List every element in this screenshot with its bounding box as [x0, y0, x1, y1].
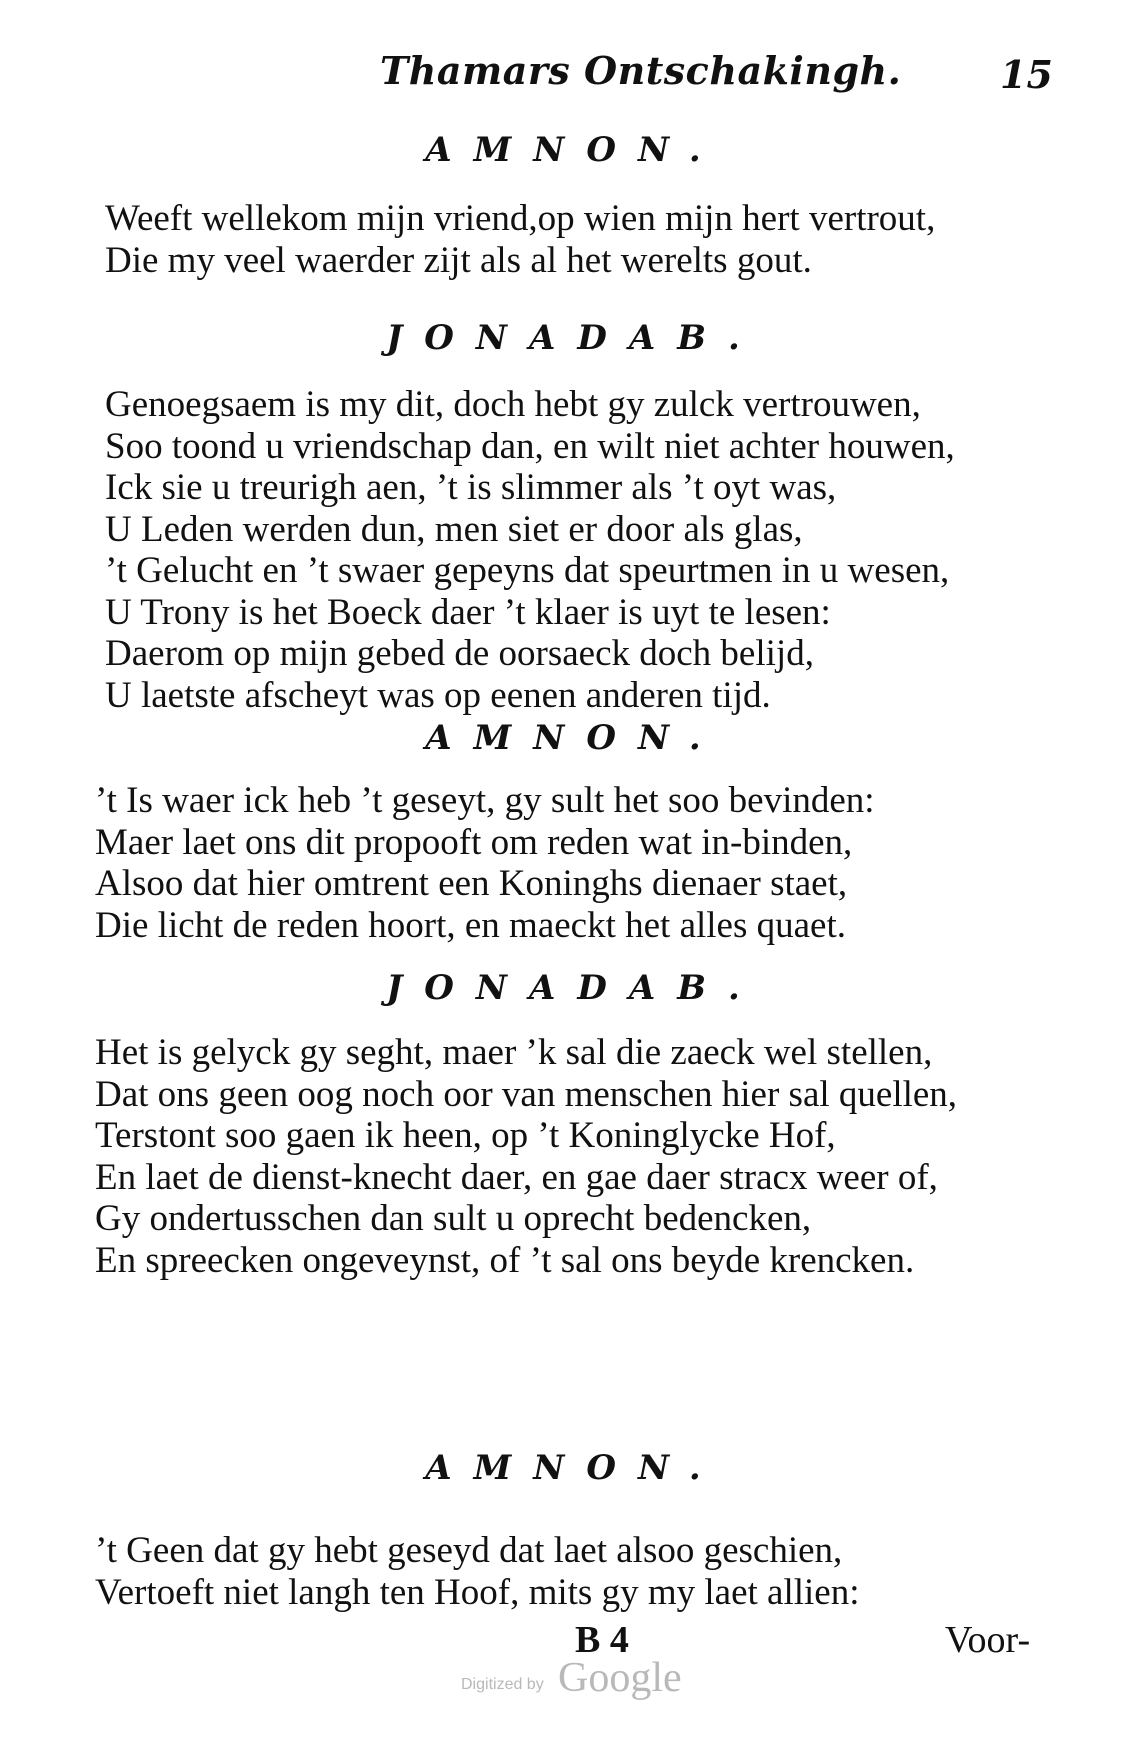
verse-line: Dat ons geen oog noch oor van menschen hier sal quellen,	[95, 1073, 958, 1115]
verse-line: Maer laet ons dit propooft om reden wat in-binden,	[95, 821, 853, 863]
speaker-heading: JONADAB.	[386, 968, 762, 1008]
speaker-heading: JONADAB.	[386, 318, 762, 358]
verse-line: Genoegsaem is my dit, doch hebt gy zulck vertrouwen,	[105, 384, 921, 425]
catchword: Voor-	[945, 1619, 1031, 1661]
verse-line: En spreecken ongeveynst, of ’t sal ons beyde krencken.	[95, 1239, 915, 1281]
verse-line: U laetste afscheyt was op eenen anderen tijd.	[105, 674, 771, 716]
digitization-watermark	[455, 1652, 715, 1702]
verse-line: Ick sie u treurigh aen, ’t is slimmer als ’t oyt was,	[105, 467, 837, 508]
watermark-logo-text: Google	[558, 1655, 682, 1701]
speech-block	[95, 1032, 1055, 1281]
verse-line: Alsoo dat hier omtrent een Koninghs dienaer staet,	[95, 863, 848, 904]
speaker-heading: AMNON.	[425, 1448, 723, 1488]
running-title: Thamars Ontschakingh.	[380, 48, 902, 93]
verse-line: Gy ondertusschen dan sult u oprecht bedencken,	[95, 1198, 812, 1239]
verse-line: Die licht de reden hoort, en maeckt het alles quaet.	[95, 904, 847, 946]
speaker-heading: AMNON.	[425, 130, 723, 170]
page-number: 15	[1000, 52, 1053, 97]
speaker-heading: AMNON.	[425, 718, 723, 758]
verse-line: Daerom op mijn gebed de oorsaeck doch belijd,	[105, 633, 814, 674]
verse-line: ’t Geen dat gy hebt geseyd dat laet alsoo geschien,	[95, 1530, 843, 1571]
verse-line: Weeft wellekom mijn vriend,op wien mijn hert vertrout,	[105, 198, 936, 239]
speech-block	[95, 1530, 1055, 1613]
verse-line: U Leden werden dun, men siet er door als glas,	[105, 508, 803, 550]
verse-line: ’t Is waer ick heb ’t geseyt, gy sult het soo bevinden:	[95, 780, 875, 821]
watermark-small-text: Digitized by	[461, 1676, 544, 1693]
verse-line: Die my veel waerder zijt als al het werelts gout.	[105, 239, 812, 281]
speech-block	[95, 780, 1055, 946]
speech-block	[105, 384, 1065, 716]
verse-line: Het is gelyck gy seght, maer ’k sal die zaeck wel stellen,	[95, 1032, 933, 1073]
page-header	[0, 48, 1148, 108]
verse-line: Soo toond u vriendschap dan, en wilt niet achter houwen,	[105, 425, 955, 467]
verse-line: Vertoeft niet langh ten Hoof, mits gy my laet allien:	[95, 1571, 860, 1613]
verse-line: ’t Gelucht en ’t swaer gepeyns dat speurtmen in u wesen,	[105, 550, 950, 591]
verse-line: Terstont soo gaen ik heen, op ’t Koninglycke Hof,	[95, 1115, 836, 1156]
signature-mark: B 4	[575, 1619, 629, 1661]
verse-line: En laet de dienst-knecht daer, en gae daer stracx weer of,	[95, 1156, 938, 1198]
speech-block	[105, 198, 1065, 281]
verse-line: U Trony is het Boeck daer ’t klaer is uyt te lesen:	[105, 591, 831, 633]
